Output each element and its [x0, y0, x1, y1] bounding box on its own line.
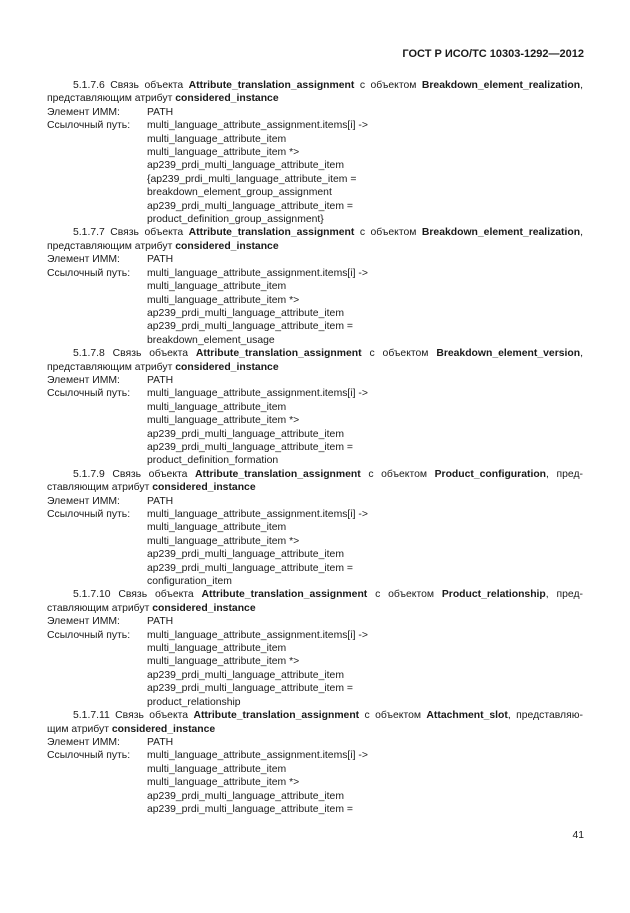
section-heading	[47, 709, 583, 722]
path-line: ap239_prdi_multi_language_attribute_item =	[147, 683, 353, 695]
path-line: ap239_prdi_multi_language_attribute_item	[147, 160, 344, 172]
heading-cont-text: представляющим атрибут	[47, 240, 176, 252]
source-entity: Attribute_translation_assignment	[188, 227, 355, 239]
attribute-name: considered_instance	[175, 240, 279, 252]
path-line: ap239_prdi_multi_language_attribute_item	[147, 669, 344, 681]
path-row	[47, 267, 583, 280]
heading-connector: с объектом	[354, 80, 422, 91]
section-heading	[47, 468, 583, 481]
element-row	[47, 615, 583, 628]
attribute-name: considered_instance	[111, 723, 216, 735]
heading-cont-text: ставляющим атрибут	[47, 602, 153, 614]
heading-cont-text: представляющим атрибут	[47, 361, 176, 373]
element-label: Элемент ИММ:	[47, 106, 120, 118]
path-line: ap239_prdi_multi_language_attribute_item =	[147, 441, 353, 453]
path-label: Ссылочный путь:	[47, 750, 131, 762]
section-number: 5.1.7.6 Связь объекта	[73, 80, 189, 91]
section-number: 5.1.7.9 Связь объекта	[73, 468, 196, 480]
path-label: Ссылочный путь:	[47, 388, 131, 400]
element-row	[47, 495, 583, 508]
element-row	[47, 374, 583, 387]
section-heading	[47, 347, 583, 360]
path-line: ap239_prdi_multi_language_attribute_item	[147, 307, 344, 319]
section-heading	[47, 226, 583, 239]
mapping-section	[47, 709, 583, 816]
attribute-name: considered_instance	[152, 602, 256, 614]
heading-cont-text: ставляющим атрибут	[47, 482, 153, 494]
section-number: 5.1.7.10 Связь объекта	[73, 589, 202, 601]
path-line: ap239_prdi_multi_language_attribute_item	[147, 549, 344, 561]
mapping-section	[47, 588, 583, 709]
section-heading-cont	[47, 602, 583, 615]
section-heading-cont	[47, 92, 583, 105]
mapping-section	[47, 468, 583, 589]
path-line: multi_language_attribute_item *>	[147, 535, 300, 547]
heading-tail: ,	[580, 348, 583, 360]
path-line: ap239_prdi_multi_language_attribute_item =	[147, 562, 353, 574]
path-row	[47, 749, 583, 762]
path-line: multi_language_attribute_item	[147, 522, 287, 534]
path-line: product_relationship	[147, 696, 241, 708]
element-row	[47, 106, 583, 119]
path-row	[47, 629, 583, 642]
path-label: Ссылочный путь:	[47, 267, 131, 279]
mapping-section	[47, 79, 583, 226]
path-line: multi_language_attribute_item *>	[147, 147, 300, 159]
path-row	[47, 508, 583, 521]
element-label: Элемент ИММ:	[47, 736, 120, 748]
path-line: multi_language_attribute_item	[147, 401, 287, 413]
section-heading-cont	[47, 723, 583, 736]
source-entity: Attribute_translation_assignment	[201, 589, 368, 601]
element-row	[47, 253, 583, 266]
path-row	[47, 119, 583, 132]
document-body	[47, 79, 583, 816]
target-entity: Product_configuration	[434, 468, 547, 480]
path-line: multi_language_attribute_item	[147, 133, 287, 145]
element-row	[47, 736, 583, 749]
path-line: ap239_prdi_multi_language_attribute_item	[147, 790, 344, 802]
heading-tail: , представляю-	[507, 710, 583, 722]
source-entity: Attribute_translation_assignment	[195, 348, 362, 360]
path-line: ap239_prdi_multi_language_attribute_item	[147, 428, 344, 440]
path-line: multi_language_attribute_item *>	[147, 415, 300, 427]
heading-connector: с объектом	[360, 468, 435, 480]
target-entity: Breakdown_element_realization	[421, 227, 581, 239]
path-label: Ссылочный путь:	[47, 629, 131, 641]
element-value: PATH	[147, 374, 174, 386]
heading-cont-text: щим атрибут	[47, 723, 112, 735]
source-entity: Attribute_translation_assignment	[188, 80, 355, 91]
path-line: multi_language_attribute_item *>	[147, 656, 300, 668]
path-line: multi_language_attribute_assignment.items[i] ->	[147, 750, 368, 762]
attribute-name: considered_instance	[175, 93, 279, 105]
path-line: multi_language_attribute_assignment.items[i] ->	[147, 267, 368, 279]
heading-connector: с объектом	[359, 710, 427, 722]
path-label: Ссылочный путь:	[47, 509, 131, 520]
path-line: product_definition_group_assignment}	[147, 214, 324, 226]
path-line: configuration_item	[147, 576, 232, 588]
section-heading-cont	[47, 361, 583, 374]
path-line: ap239_prdi_multi_language_attribute_item =	[147, 803, 353, 815]
element-value: PATH	[147, 736, 174, 748]
section-number: 5.1.7.7 Связь объекта	[73, 227, 189, 239]
path-line: ap239_prdi_multi_language_attribute_item =	[147, 321, 353, 333]
element-value: PATH	[147, 254, 174, 266]
page-number: 41	[572, 830, 584, 841]
path-line: multi_language_attribute_assignment.items[i] ->	[147, 120, 368, 132]
path-label: Ссылочный путь:	[47, 120, 131, 132]
target-entity: Attachment_slot	[426, 710, 508, 722]
path-line: ap239_prdi_multi_language_attribute_item =	[147, 200, 353, 212]
heading-tail: , пред-	[545, 589, 583, 601]
path-line: multi_language_attribute_item	[147, 763, 287, 775]
element-label: Элемент ИММ:	[47, 495, 120, 507]
path-row	[47, 387, 583, 400]
mapping-section	[47, 347, 583, 468]
path-line: multi_language_attribute_item *>	[147, 294, 300, 306]
section-heading	[47, 588, 583, 601]
element-label: Элемент ИММ:	[47, 254, 120, 266]
heading-connector: с объектом	[361, 348, 437, 360]
element-value: PATH	[147, 106, 174, 118]
path-line: multi_language_attribute_item	[147, 643, 287, 655]
element-value: PATH	[147, 616, 174, 628]
element-label: Элемент ИММ:	[47, 374, 120, 386]
section-number: 5.1.7.11 Связь объекта	[73, 710, 194, 722]
path-line: multi_language_attribute_assignment.items[i] ->	[147, 509, 368, 520]
path-line: breakdown_element_usage	[147, 334, 275, 346]
heading-connector: с объектом	[354, 227, 422, 239]
heading-connector: с объектом	[367, 589, 442, 601]
section-number: 5.1.7.8 Связь объекта	[73, 348, 196, 360]
element-label: Элемент ИММ:	[47, 616, 120, 628]
path-line: multi_language_attribute_item	[147, 281, 287, 293]
target-entity: Product_relationship	[441, 589, 546, 601]
heading-cont-text: представляющим атрибут	[47, 93, 176, 105]
attribute-name: considered_instance	[152, 482, 256, 494]
path-line: multi_language_attribute_assignment.items[i] ->	[147, 629, 368, 641]
heading-tail: , пред-	[546, 468, 583, 480]
source-entity: Attribute_translation_assignment	[195, 468, 361, 480]
path-line: multi_language_attribute_assignment.items[i] ->	[147, 388, 368, 400]
source-entity: Attribute_translation_assignment	[193, 710, 360, 722]
target-entity: Breakdown_element_realization	[421, 80, 581, 91]
path-line: {ap239_prdi_multi_language_attribute_item =	[147, 173, 357, 185]
attribute-name: considered_instance	[175, 361, 279, 373]
section-heading-cont	[47, 240, 583, 253]
path-line: product_definition_formation	[147, 455, 279, 467]
mapping-section	[47, 226, 583, 347]
path-line: multi_language_attribute_item *>	[147, 777, 300, 789]
document-header: ГОСТ Р ИСО/ТС 10303-1292—2012	[402, 48, 584, 60]
section-heading-cont	[47, 481, 583, 494]
element-value: PATH	[147, 495, 174, 507]
path-line: breakdown_element_group_assignment	[147, 187, 332, 199]
heading-tail: ,	[580, 80, 583, 91]
target-entity: Breakdown_element_version	[436, 348, 581, 360]
heading-tail: ,	[580, 227, 583, 239]
section-heading	[47, 79, 583, 92]
